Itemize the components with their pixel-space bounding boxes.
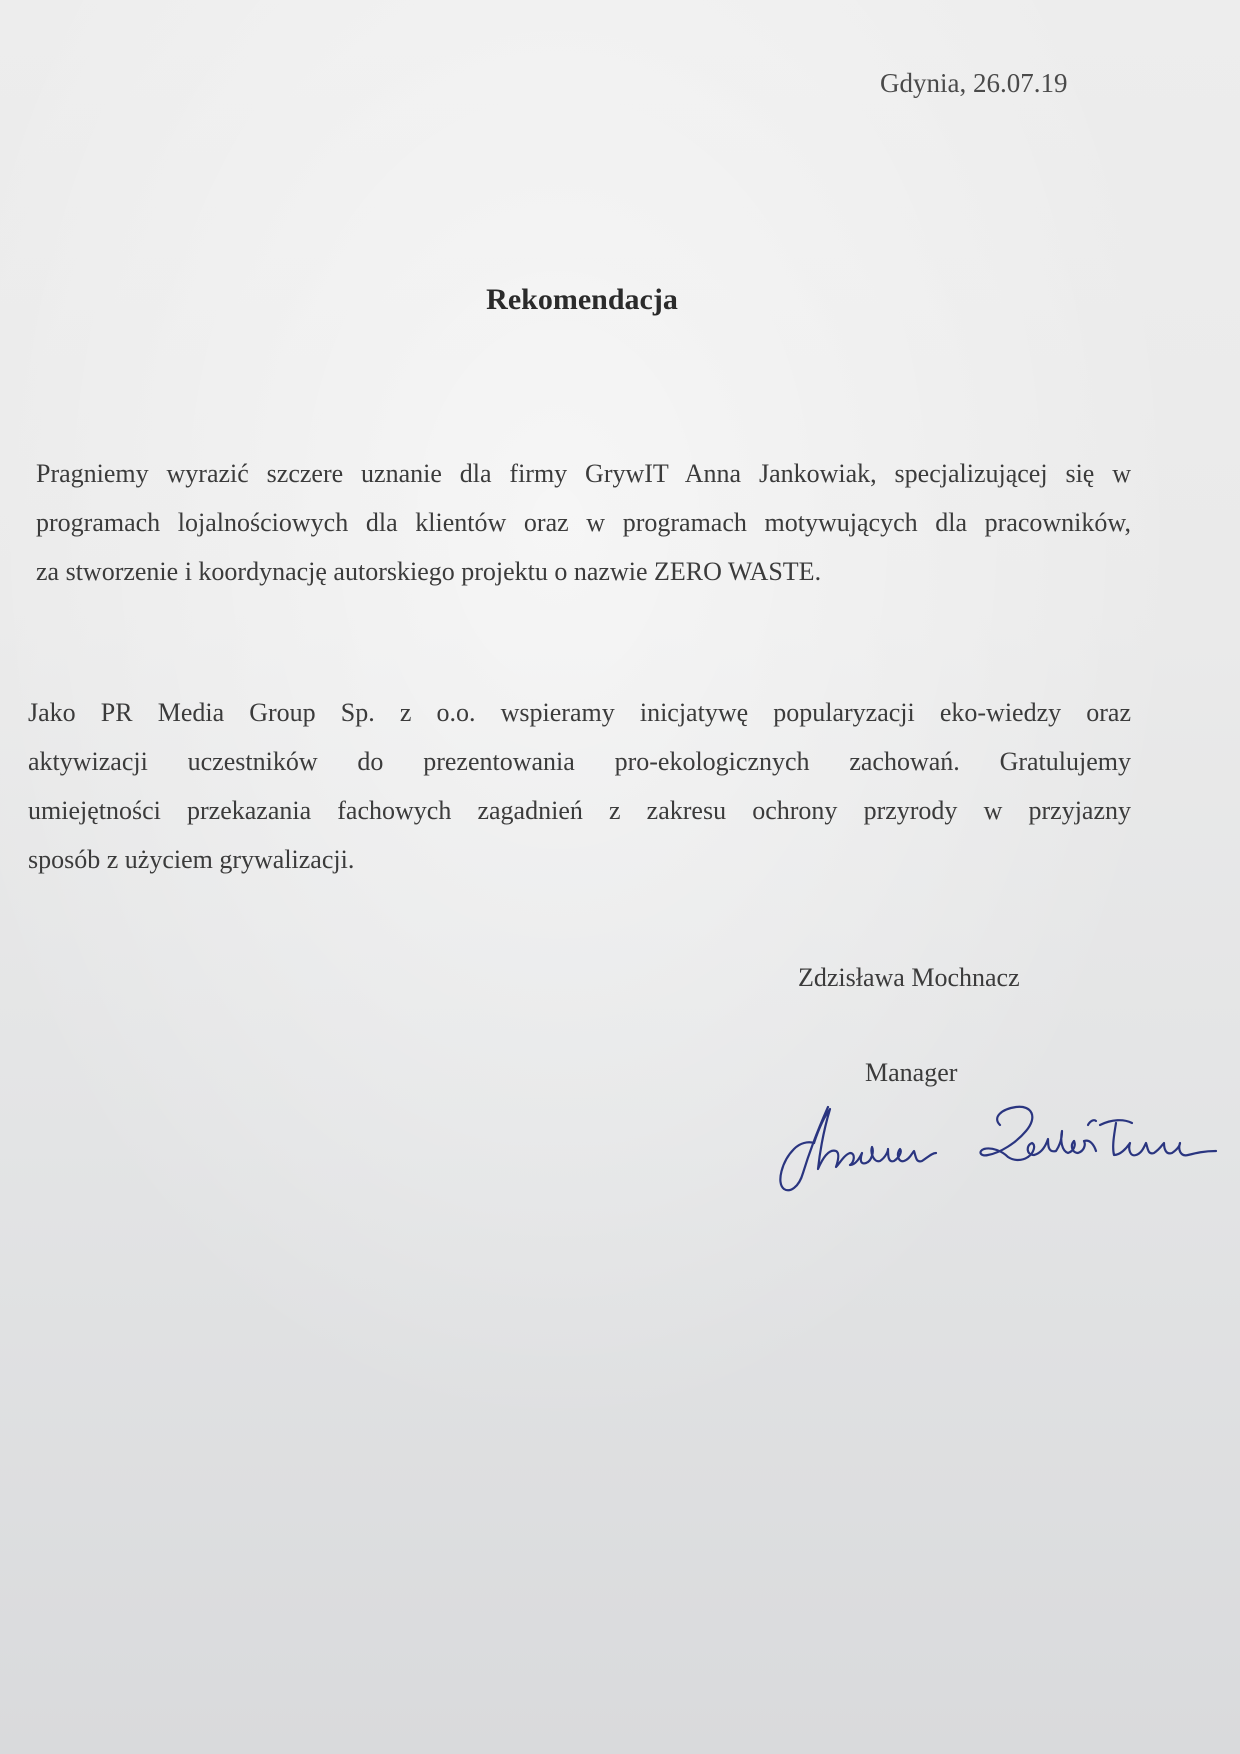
letter-title: Rekomendacja	[486, 283, 678, 316]
date-line: Gdynia, 26.07.19	[880, 68, 1068, 98]
handwritten-signature	[770, 1095, 1240, 1200]
signer-name: Zdzisława Mochnacz	[798, 963, 1020, 992]
paragraph-2-line: aktywizacji uczestników do prezentowania pro-ekologicznych zachowań. Gratulujemy	[28, 747, 1131, 776]
paragraph-2-line: umiejętności przekazania fachowych zagadnień z zakresu ochrony przyrody w przyjazny	[28, 796, 1131, 825]
paragraph-1	[36, 449, 1131, 596]
paragraph-2-line: Jako PR Media Group Sp. z o.o. wspieramy inicjatywę popularyzacji eko-wiedzy oraz	[28, 698, 1131, 727]
paragraph-1-line: za stworzenie i koordynację autorskiego projektu o nazwie ZERO WASTE.	[36, 557, 822, 586]
paragraph-2	[28, 688, 1131, 884]
paragraph-1-line: Pragniemy wyrazić szczere uznanie dla firmy GrywIT Anna Jankowiak, specjalizującej się w	[36, 459, 1131, 488]
signer-role: Manager	[865, 1058, 958, 1087]
paragraph-1-line: programach lojalnościowych dla klientów oraz w programach motywujących dla pracowników,	[36, 508, 1131, 537]
paragraph-2-line: sposób z użyciem grywalizacji.	[28, 845, 355, 874]
